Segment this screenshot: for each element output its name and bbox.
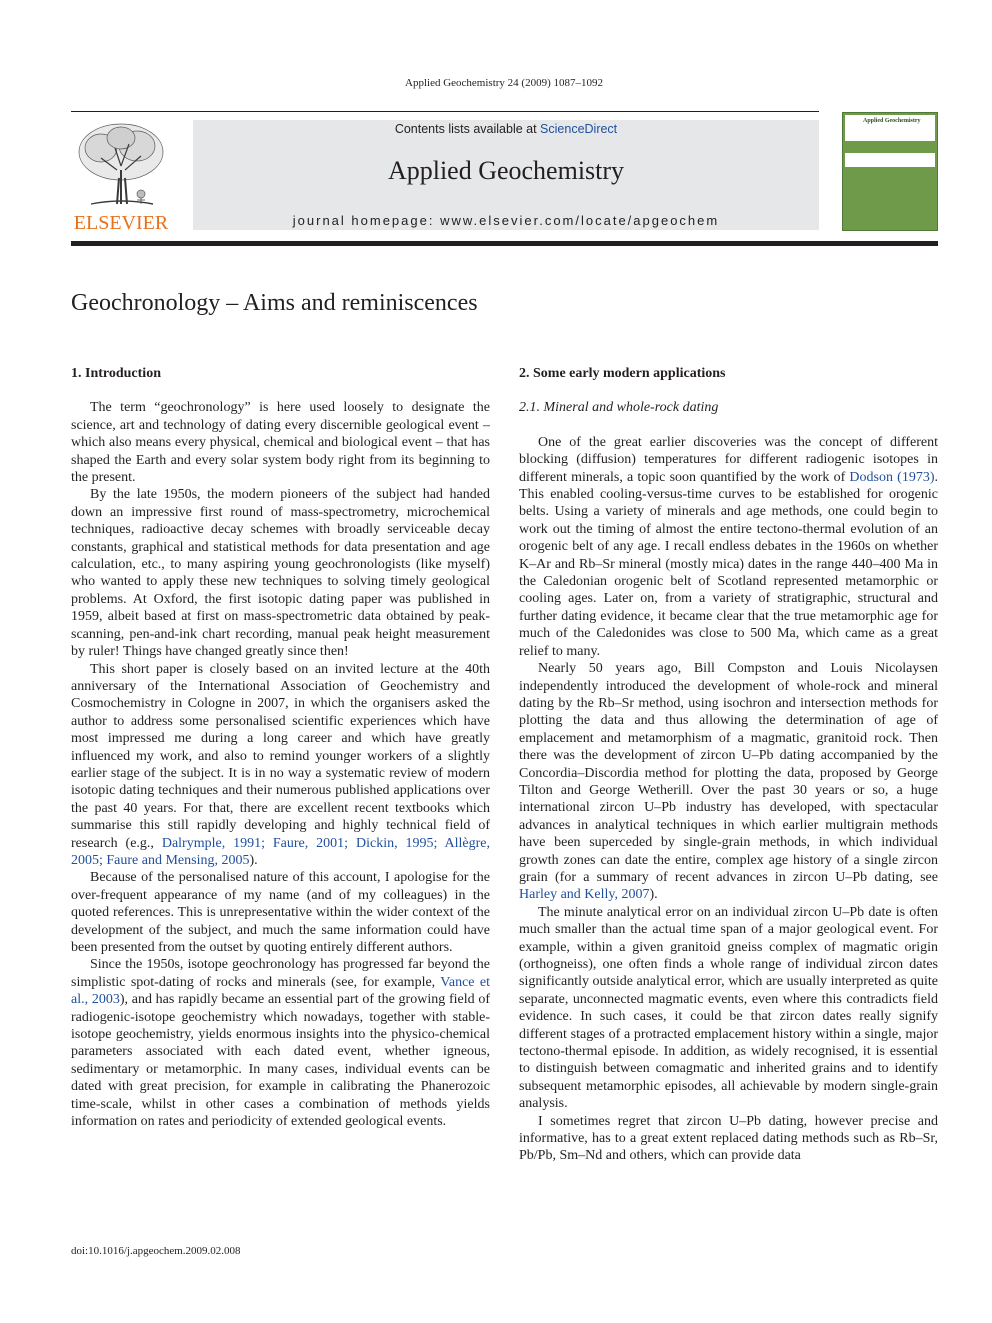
paragraph-text: Since the 1950s, isotope geochronology has progressed far beyond the simplistic spot-dating of rocks and minerals (see, for example, [71,957,490,990]
section-heading-early-applications: 2. Some early modern applications [519,366,726,381]
journal-header-box [193,120,819,230]
reference-link[interactable]: Harley and Kelly, 2007 [519,887,650,903]
paragraph: The term “geochronology” is here used loosely to designate the science, art and technology of dating every discernible geological event – which also means every physical, chemical and biological event – that has shaped the Earth and every solar system body right from its beginning to the present. [71,400,490,486]
paragraph-text: ), and has rapidly became an essential part of the growing field of radiogenic-isotope geochemistry which nowadays, together with stable-isotope geochemistry, yields enormous insights into the physico-chemical parameters associated with each dated event, whether igneous, sedimentary or metamorphic. In many cases, individual events can be dated with great precision, for example in calibrating the Phanerozoic time-scale, whilst in other cases a combination of methods yields information on rates and periodicity of extended geological events. [71,992,490,1130]
subsection-heading-mineral-dating: 2.1. Mineral and whole-rock dating [519,400,719,416]
paragraph: The minute analytical error on an individual zircon U–Pb date is often much smaller than the actual time span of a major geological event. For example, within a given granitoid gneiss complex of magmatic origin (orthogneiss), one often finds a whole range of individual zircon dates significantly outside analytical error, which are usually interpreted as quite separate, unconnected magmatic events, even where this contradicts field evidence. In such cases, it could be that zircon dates really signify different stages of a protracted emplacement history within a single, major tectono-thermal episode. In addition, as widely recognised, it is essential to distinguish between comagmatic and inherited grains and to identify subsequent metamorphic episodes, all achievable by modern single-grain analysis. [519,904,938,1112]
doi[interactable]: doi:10.1016/j.apgeochem.2009.02.008 [71,1245,241,1257]
paragraph-text: This short paper is closely based on an invited lecture at the 40th anniversary of the International Association of Geochemistry and Cosmochemistry in Cologne in 2007, in which the organisers asked the author to address some personalised scientific experiences which have most impressed me during a long career and which have greatly influenced my work, and also to remind younger workers of a slightly earlier stage of the subject. It is in no way a systematic review of modern isotopic dating techniques and their numerous published applications over the past 40 years. For that, there are excellent recent textbooks which summarise this still rapidly developing and highly technical field of research (e.g., [71,661,490,851]
sciencedirect-link[interactable]: ScienceDirect [540,122,618,136]
journal-citation: Applied Geochemistry 24 (2009) 1087–1092 [405,77,603,89]
cover-masthead [845,115,935,141]
contents-line [193,122,819,136]
paragraph: Because of the personalised nature of this account, I apologise for the over-frequent appearance of my name (and of my colleagues) in the quoted references. This is unrepresentative within the wider context of the development of the subject, and much the same information could have been presented from the outset by quoting entirely different authors. [71,870,490,955]
paragraph [519,434,938,660]
elsevier-tree-icon [71,120,171,210]
reference-link[interactable]: Vance et al., 2003 [71,974,490,1008]
section-heading-introduction: 1. Introduction [71,366,161,381]
paragraph-text: ). [249,852,258,868]
header-thick-rule [71,241,938,246]
journal-title: Applied Geochemistry [387,156,625,185]
cover-band [845,153,935,167]
paragraph-text: Nearly 50 years ago, Bill Compston and Louis Nicolaysen independently introduced the development of whole-rock and mineral dating by the Rb–Sr method, using isochron and intersection methods for plotting the data and thus allowing the determination of age of emplacement and metamorphism of a magmatic, granitoid rock. Then there was the development of zircon U–Pb dating accompanied by the Concordia–Discordia method for plotting the data, proposed by George Tilton and George Wetherill. Over the past 30 years or so, a huge international zircon U–Pb industry has developed, with spectacular advances in analytical techniques in which earlier multigrain methods have been superceded by single-grain methods, in which individual growth zones can date the entire, complex age history of a single zircon grain (for a summary of recent advances in zircon U–Pb dating, see [519,661,938,885]
reference-link[interactable]: Dalrymple, 1991; Faure, 2001; Dickin, 1995; Allègre, 2005; Faure and Mensing, 2005 [71,835,490,868]
paragraph-text: . This enabled cooling-versus-time curves to be established for orogenic belts. Using a variety of minerals and age methods, one could begin to work out the timing of almost the entire tectono-thermal evolution of an orogenic belt of any age. I recall endless debates in the 1960s on whether K–Ar and Rb–Sr mineral (mostly mica) dates in the range 440–400 Ma in the Caledonian orogenic belt of Scotland represented metamorphic or cooling ages. Later on, from a variety of stratigraphic, structural and further dating evidence, it became clear that the true metamorphic age for much of the Caledonides was close to 500 Ma, which came as a great relief to many. [519,469,938,659]
journal-cover-image[interactable] [842,112,938,231]
left-column [71,365,490,1130]
elsevier-wordmark: ELSEVIER [73,212,169,234]
contents-prefix: Contents lists available at [394,122,541,136]
paragraph [71,661,490,870]
elsevier-logo[interactable] [71,120,171,232]
header-rule [71,111,819,112]
paragraph: I sometimes regret that zircon U–Pb dating, however precise and informative, has to a great extent replaced dating methods such as Rb–Sr, Pb/Pb, Sm–Nd and others, which can provide data [519,1113,938,1164]
article-title: Geochronology – Aims and reminiscences [71,290,478,316]
paragraph: By the late 1950s, the modern pioneers of the subject had handed down an impressive first round of mass-spectrometry, microchemical techniques, radioactive decay schemes with broadly serviceable decay constants, graphical and statistical methods for data presentation and age calculation, etc., to many aspiring young geochronologists (like myself) who wanted to apply these new techniques to solving timely geological problems. At Oxford, the first isotopic dating paper was published in 1959, albeit based at first on mass-spectrometric data obtained by peak-scanning, pen-and-ink chart recording, manual peak height measurement by ruler! Things have changed greatly since then! [71,487,490,660]
journal-homepage-link[interactable]: journal homepage: www.elsevier.com/locate/apgeochem [292,213,720,228]
paragraph-text: ). [649,887,658,903]
paragraph-text: One of the great earlier discoveries was the concept of different blocking (diffusion) temperatures for different radiogenic isotopes in different minerals, a topic soon quantified by the work of [519,434,938,485]
right-column [519,365,938,1165]
cover-title: Applied Geochemistry [863,118,921,124]
paragraph [71,956,490,1130]
paragraph [519,660,938,904]
reference-link[interactable]: Dodson (1973) [849,469,935,485]
